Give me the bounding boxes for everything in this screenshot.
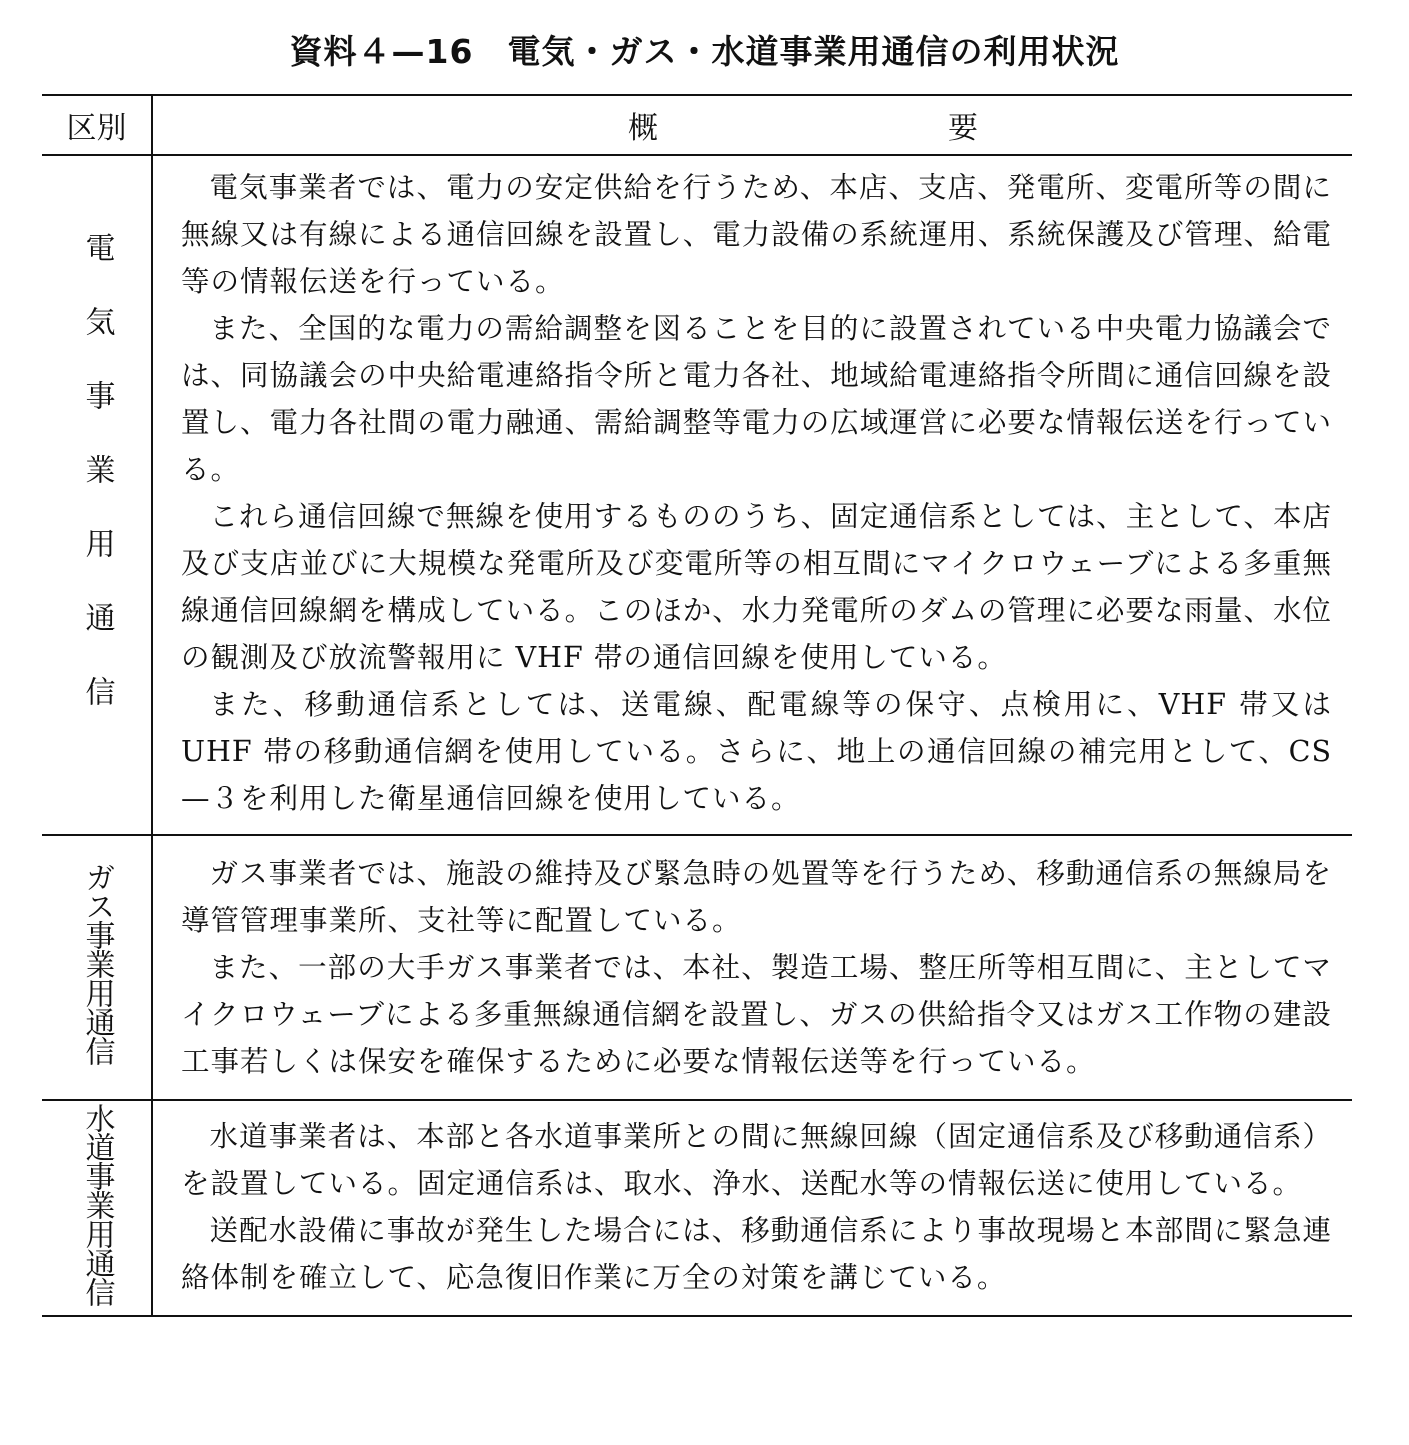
category-label-gas: ガス事業用通信 (79, 862, 115, 1065)
electric-paragraph-4: また、移動通信系としては、送電線、配電線等の保守、点検用に、VHF 帯又は UHF 帯の移動通信網を使用している。さらに、地上の通信回線の補完用として、CS—３を利用した衛星通信回線を使用している。 (181, 688, 1332, 815)
category-cell-gas (42, 835, 152, 1100)
table-header-row (42, 95, 1352, 155)
category-label-electric: 電気事業用通信 (79, 232, 115, 750)
category-label-water: 水道事業用通信 (79, 1102, 115, 1306)
header-summary-left: 概 (628, 111, 658, 146)
summary-cell-water (152, 1100, 1352, 1316)
electric-paragraph-1: 電気事業者では、電力の安定供給を行うため、本店、支店、発電所、変電所等の間に無線又は有線による通信回線を設置し、電力設備の系統運用、系統保護及び管理、給電等の情報伝送を行っている。 (181, 171, 1332, 298)
summary-cell-electric (152, 155, 1352, 835)
table-row-electric (42, 155, 1352, 835)
gas-paragraph-1: ガス事業者では、施設の維持及び緊急時の処置等を行うため、移動通信系の無線局を導管管理事業所、支社等に配置している。 (181, 857, 1332, 937)
header-summary-right: 要 (948, 111, 978, 146)
table-row-water (42, 1100, 1352, 1316)
usage-table (42, 94, 1352, 1317)
summary-cell-gas (152, 835, 1352, 1100)
table-row-gas (42, 835, 1352, 1100)
electric-paragraph-2: また、全国的な電力の需給調整を図ることを目的に設置されている中央電力協議会では、同協議会の中央給電連絡指令所と電力各社、地域給電連絡指令所間に通信回線を設置し、電力各社間の電力融通、需給調整等電力の広域運営に必要な情報伝送を行っている。 (181, 312, 1332, 486)
electric-paragraph-3: これら通信回線で無線を使用するもののうち、固定通信系としては、主として、本店及び支店並びに大規模な発電所及び変電所等の相互間にマイクロウェーブによる多重無線通信回線網を構成している。このほか、水力発電所のダムの管理に必要な雨量、水位の観測及び放流警報用に VHF 帯の通信回線を使用している。 (181, 500, 1332, 674)
header-summary (152, 95, 1352, 155)
document-title: 資料４—16 電気・ガス・水道事業用通信の利用状況 (289, 32, 1120, 71)
category-cell-electric (42, 155, 152, 835)
water-paragraph-1: 水道事業者は、本部と各水道事業所との間に無線回線（固定通信系及び移動通信系）を設置している。固定通信系は、取水、浄水、送配水等の情報伝送に使用している。 (181, 1120, 1332, 1200)
category-cell-water (42, 1100, 152, 1316)
water-paragraph-2: 送配水設備に事故が発生した場合には、移動通信系により事故現場と本部間に緊急連絡体制を確立して、応急復旧作業に万全の対策を講じている。 (181, 1214, 1332, 1294)
gas-paragraph-2: また、一部の大手ガス事業者では、本社、製造工場、整圧所等相互間に、主としてマイクロウェーブによる多重無線通信網を設置し、ガスの供給指令又はガス工作物の建設工事若しくは保安を確保するために必要な情報伝送等を行っている。 (181, 951, 1332, 1078)
header-category: 区別 (42, 95, 152, 155)
